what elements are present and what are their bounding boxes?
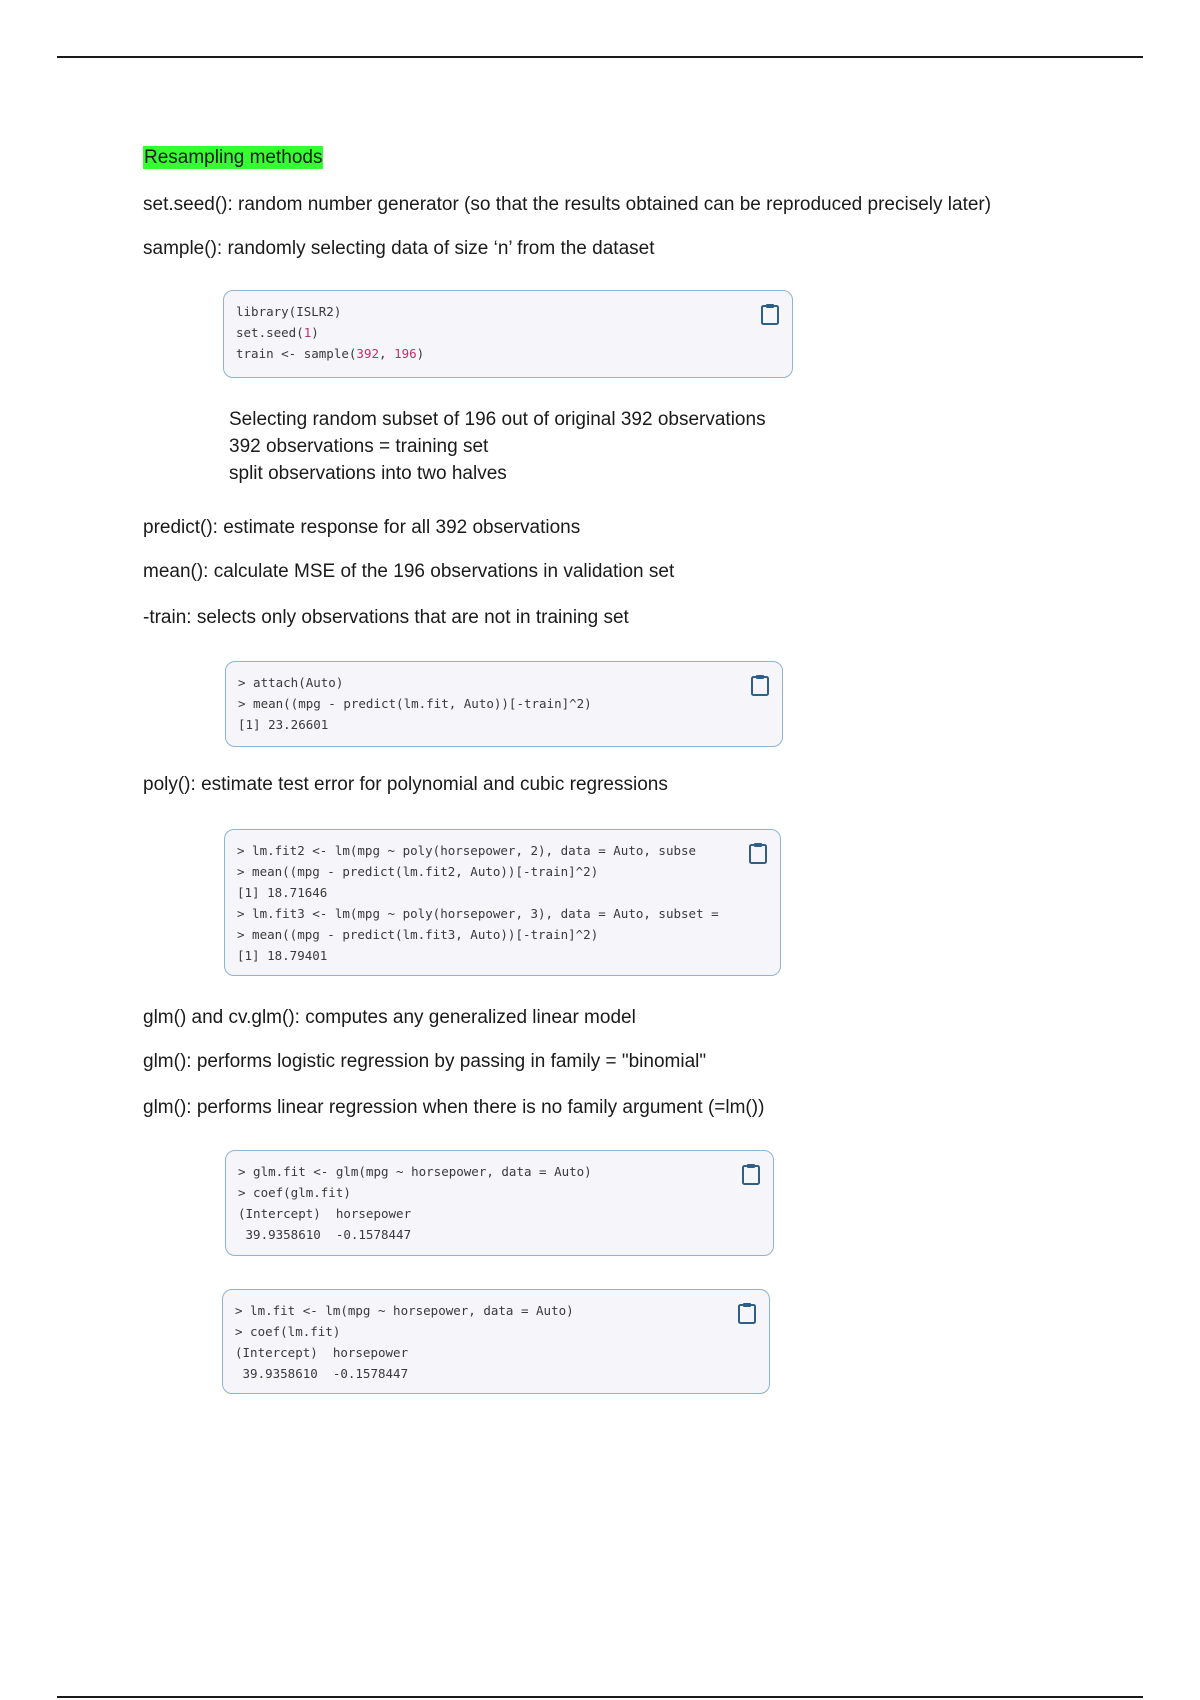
text-mean: mean(): calculate MSE of the 196 observations in validation set <box>143 561 675 582</box>
code-block-4 <box>225 1150 774 1256</box>
text-train: -train: selects only observations that are not in training set <box>143 607 629 628</box>
code-block-2 <box>225 661 783 747</box>
note-line-3: split observations into two halves <box>229 463 507 484</box>
code-block-3 <box>224 829 781 976</box>
clipboard-icon[interactable] <box>737 1302 757 1324</box>
text-glm-logistic: glm(): performs logistic regression by passing in family = "binomial" <box>143 1051 707 1072</box>
code-block-3-text: > lm.fit2 <- lm(mpg ~ poly(horsepower, 2), data = Auto, subse > mean((mpg - predict(lm.fit2, Auto))[-train]^2) [1] 18.71646 > lm.fit3 <- lm(mpg ~ poly(horsepower, 3), data = Auto, subset = > mean((mpg - predict(lm.fit3, Auto))[-train]^2) [1] 18.79401 <box>237 843 719 963</box>
clipboard-icon[interactable] <box>750 674 770 696</box>
clipboard-icon[interactable] <box>741 1163 761 1185</box>
heading-highlight: Resampling methods <box>144 147 323 168</box>
text-sample: sample(): randomly selecting data of size ‘n’ from the dataset <box>143 238 655 259</box>
code-block-1 <box>223 290 793 378</box>
note-line-1: Selecting random subset of 196 out of original 392 observations <box>229 409 766 430</box>
code-block-5 <box>222 1289 770 1394</box>
code-block-1-text: library(ISLR2) set.seed(1) train <- sample(392, 196) <box>236 304 425 361</box>
code-block-4-text: > glm.fit <- glm(mpg ~ horsepower, data = Auto) > coef(glm.fit) (Intercept) horsepower 39.9358610 -0.1578447 <box>238 1164 592 1242</box>
clipboard-icon[interactable] <box>748 842 768 864</box>
code-block-2-text: > attach(Auto) > mean((mpg - predict(lm.fit, Auto))[-train]^2) [1] 23.26601 <box>238 675 592 732</box>
section-heading <box>143 146 323 170</box>
note-block <box>229 406 766 487</box>
top-rule <box>57 56 1143 58</box>
text-predict: predict(): estimate response for all 392 observations <box>143 517 581 538</box>
text-poly: poly(): estimate test error for polynomial and cubic regressions <box>143 774 668 795</box>
bottom-rule <box>57 1696 1143 1698</box>
text-glm-cv: glm() and cv.glm(): computes any generalized linear model <box>143 1007 636 1028</box>
clipboard-icon[interactable] <box>760 303 780 325</box>
text-set-seed: set.seed(): random number generator (so that the results obtained can be reproduced precisely later) <box>143 194 992 215</box>
code-block-5-text: > lm.fit <- lm(mpg ~ horsepower, data = Auto) > coef(lm.fit) (Intercept) horsepower 39.9358610 -0.1578447 <box>235 1303 574 1381</box>
text-glm-linear: glm(): performs linear regression when there is no family argument (=lm()) <box>143 1097 765 1118</box>
note-line-2: 392 observations = training set <box>229 436 489 457</box>
